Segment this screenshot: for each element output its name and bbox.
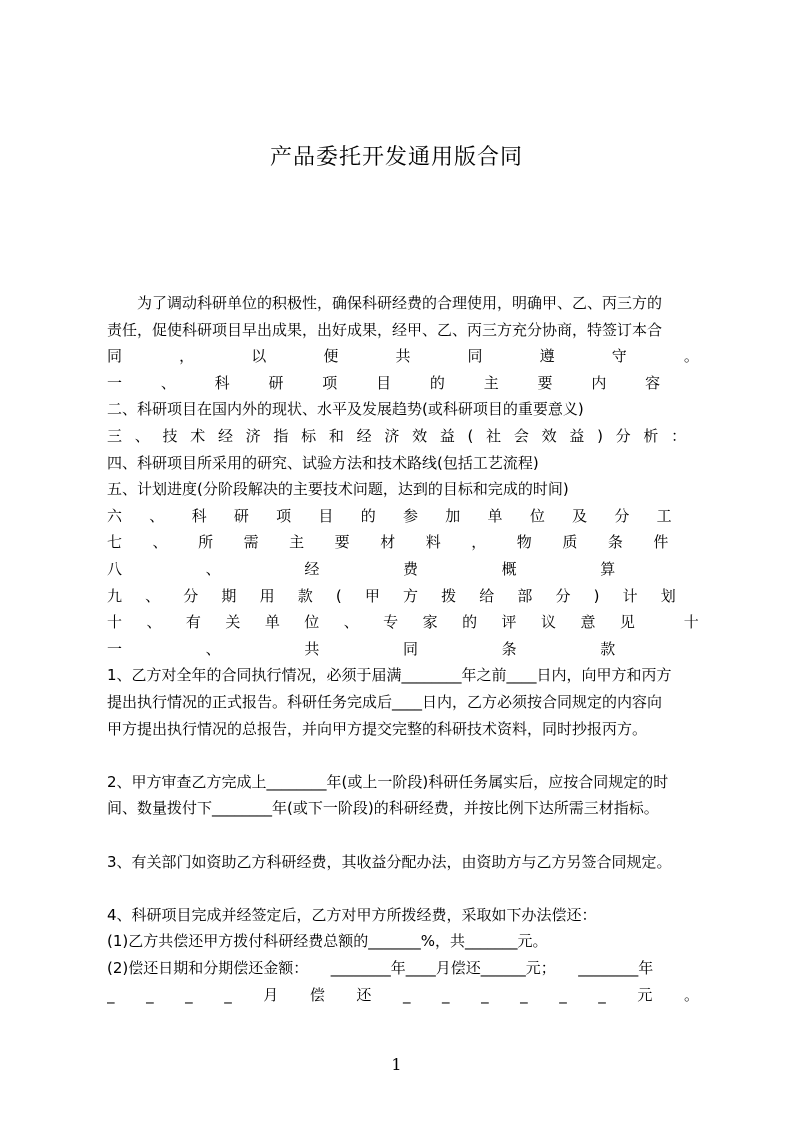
contract-line [107, 531, 699, 553]
contract-char: 研 [268, 373, 284, 392]
contract-char: 、 [160, 373, 176, 392]
contract-char: 九 [107, 586, 123, 605]
contract-char: 科 [214, 373, 230, 392]
contract-char: ： [671, 427, 687, 445]
contract-line [107, 744, 699, 766]
contract-char: _ [146, 985, 154, 1004]
contract-line: 3、有关部门如资助乙方科研经费，其收益分配办法，由资助方与乙方另签合同规定。 [107, 852, 672, 871]
contract-char: 专 [383, 613, 399, 632]
contract-char: 目 [318, 506, 334, 525]
contract-char: 物 [516, 533, 532, 552]
contract-char: 主 [483, 373, 499, 392]
contract-char: 、 [145, 586, 161, 605]
contract-char: _ [107, 985, 115, 1004]
contract-char: 元 [637, 985, 653, 1004]
contract-char: 容 [645, 373, 661, 392]
contract-char: 遵 [539, 347, 555, 366]
contract-char: 济 [384, 427, 400, 445]
contract-char: _ [224, 985, 232, 1004]
contract-char: 效 [541, 427, 557, 445]
contract-char: ， [179, 347, 195, 366]
contract-char: 六 [107, 506, 123, 525]
contract-char: 经 [356, 427, 372, 445]
contract-char: 研 [233, 506, 249, 525]
page-number: 1 [391, 1055, 402, 1074]
contract-char: 款 [600, 639, 616, 658]
contract-char: 以 [251, 347, 267, 366]
contract-char: ) [597, 427, 603, 445]
contract-char: 会 [513, 427, 529, 445]
contract-char: ) [593, 586, 600, 605]
contract-line [107, 558, 699, 580]
contract-char: 拨 [441, 586, 457, 605]
contract-char: _ [185, 985, 193, 1004]
contract-char: 标 [301, 427, 317, 445]
contract-char: 费 [402, 560, 418, 578]
contract-char: 概 [501, 560, 517, 578]
contract-char: _ [442, 985, 450, 1004]
contract-line: 提出执行情况的正式报告。科研任务完成后____日内，乙方必须按合同规定的内容向 [107, 693, 663, 711]
contract-char: 共 [304, 639, 320, 658]
contract-char: 议 [540, 613, 556, 632]
contract-char: 项 [322, 373, 338, 392]
contract-char: 、 [149, 506, 165, 525]
contract-char: 意 [580, 613, 596, 632]
contract-char: 件 [653, 533, 669, 552]
contract-char: 项 [276, 506, 292, 525]
contract-char: 单 [487, 506, 503, 525]
contract-char: 划 [660, 586, 676, 605]
contract-char: 需 [243, 533, 259, 552]
contract-line: 甲方提出执行情况的总报告，并向甲方提交完整的科研技术资料，同时抄报丙方。 [107, 719, 648, 738]
contract-char: ( [335, 586, 342, 605]
contract-char: _ [520, 985, 528, 1004]
contract-line: 1、乙方对全年的合同执行情况，必须于届满________年之前____日内，向甲方和丙方 [107, 666, 672, 685]
contract-line [107, 505, 699, 527]
contract-char: 条 [501, 639, 517, 658]
contract-char: 共 [395, 347, 411, 366]
contract-char: 守 [611, 347, 627, 366]
contract-char: 期 [221, 586, 237, 605]
contract-char: 经 [217, 427, 233, 445]
contract-char: 材 [380, 533, 396, 552]
contract-line: 4、科研项目完成并经签定后，乙方对甲方所拨经费，采取如下办法偿还： [107, 905, 597, 924]
contract-char: 效 [412, 427, 428, 445]
contract-char: 位 [529, 506, 545, 525]
contract-char: 单 [264, 613, 280, 632]
contract-char: 三 [107, 427, 123, 445]
contract-line: 责任，促使科研项目早出成果，出好成果，经甲、乙、丙三方充分协商，特签订本合 [107, 320, 663, 339]
contract-char: 甲 [364, 586, 380, 605]
contract-line [107, 984, 699, 1006]
contract-char: 工 [656, 506, 672, 525]
contract-char: 家 [422, 613, 438, 632]
contract-char: 偿 [309, 985, 325, 1004]
contract-char: 。 [683, 985, 699, 1004]
contract-line: (2)偿还日期和分期偿还金额： ________年____月偿还______元； ________年 [107, 959, 654, 977]
contract-char: 十 [107, 613, 123, 632]
contract-char: 关 [225, 613, 241, 632]
contract-char: _ [559, 985, 567, 1004]
contract-line [107, 877, 699, 899]
contract-char: 要 [334, 533, 350, 552]
contract-char: 、 [134, 427, 150, 445]
contract-char: 部 [517, 586, 533, 605]
contract-char: 、 [152, 533, 168, 552]
contract-char: ( [467, 427, 474, 445]
contract-line [107, 345, 699, 367]
contract-line: 五、计划进度(分阶段解决的主要技术问题，达到的目标和完成的时间) [107, 480, 569, 499]
contract-char: 经 [304, 560, 320, 578]
contract-char: 指 [273, 427, 289, 445]
contract-char: 计 [622, 586, 638, 605]
contract-char: 、 [205, 639, 221, 658]
contract-char: 益 [439, 427, 455, 445]
contract-char: 内 [591, 373, 607, 392]
document-title: 产品委托开发通用版合同 [269, 145, 523, 170]
contract-char: 分 [615, 427, 631, 445]
contract-char: 方 [402, 586, 418, 605]
contract-char: ， [471, 533, 487, 552]
contract-char: 析 [643, 427, 659, 445]
contract-char: 的 [462, 613, 478, 632]
contract-line [107, 372, 699, 394]
contract-char: 评 [501, 613, 517, 632]
contract-char: _ [402, 985, 411, 1004]
contract-char: 社 [486, 427, 502, 445]
contract-char: 参 [402, 506, 418, 525]
contract-char: _ [598, 985, 606, 1004]
contract-line [107, 425, 699, 447]
contract-char: _ [481, 985, 489, 1004]
contract-char: 还 [356, 985, 372, 1004]
contract-char: 同 [107, 347, 123, 366]
contract-char: 济 [245, 427, 261, 445]
contract-char: 款 [297, 586, 313, 605]
contract-line: 为了调动科研单位的积极性，确保科研经费的合理使用，明确甲、乙、丙三方的 [107, 294, 663, 312]
contract-char: 主 [289, 533, 305, 552]
contract-char: 分 [183, 586, 199, 605]
contract-char: 七 [107, 533, 123, 552]
contract-char: 。 [683, 347, 699, 366]
contract-char: 有 [185, 613, 201, 632]
contract-char: 、 [343, 613, 359, 632]
contract-line: (1)乙方共偿还甲方拨付科研经费总额的_______%，共_______元。 [107, 932, 548, 951]
contract-char: 加 [445, 506, 461, 525]
contract-char: 同 [402, 639, 418, 658]
contract-line [107, 824, 699, 846]
contract-char: 一 [107, 373, 123, 392]
contract-char: 分 [614, 506, 630, 525]
contract-char: 科 [191, 506, 207, 525]
contract-line: 间、数量拨付下________年(或下一阶段)的科研经费，并按比例下达所需三材指标。 [107, 799, 659, 818]
contract-char: 十 [683, 613, 699, 632]
contract-char: 、 [205, 560, 221, 578]
contract-char: 术 [190, 427, 206, 445]
contract-char: 同 [467, 347, 483, 366]
contract-line: 2、甲方审查乙方完成上________年(或上一阶段)科研任务属实后，应按合同规定的时 [107, 772, 669, 791]
contract-line [107, 585, 699, 607]
contract-char: 的 [360, 506, 376, 525]
contract-line [107, 611, 699, 633]
contract-char: 技 [162, 427, 178, 445]
contract-char: 所 [198, 533, 214, 552]
contract-char: 的 [429, 373, 445, 392]
contract-char: 一 [107, 639, 123, 658]
contract-char: 条 [607, 533, 623, 552]
contract-char: 料 [425, 533, 441, 552]
contract-char: 分 [555, 586, 571, 605]
contract-char: 质 [562, 533, 578, 552]
contract-char: 八 [107, 560, 123, 578]
contract-char: 算 [600, 560, 616, 578]
contract-char: 、 [146, 613, 162, 632]
contract-char: 见 [619, 613, 635, 632]
contract-char: 及 [572, 506, 588, 525]
contract-char: 益 [569, 427, 585, 445]
contract-line [107, 638, 699, 660]
contract-char: 用 [259, 586, 275, 605]
contract-char: 给 [479, 586, 495, 605]
contract-char: 要 [537, 373, 553, 392]
contract-char: 和 [328, 427, 344, 445]
contract-char: 便 [323, 347, 339, 366]
contract-char: 位 [304, 613, 320, 632]
contract-line: 四、科研项目所采用的研究、试验方法和技术路线(包括工艺流程) [107, 453, 539, 472]
contract-line: 二、科研项目在国内外的现状、水平及发展趋势(或科研项目的重要意义) [107, 400, 584, 419]
contract-char: 月 [263, 985, 279, 1004]
contract-char: 目 [376, 373, 392, 392]
